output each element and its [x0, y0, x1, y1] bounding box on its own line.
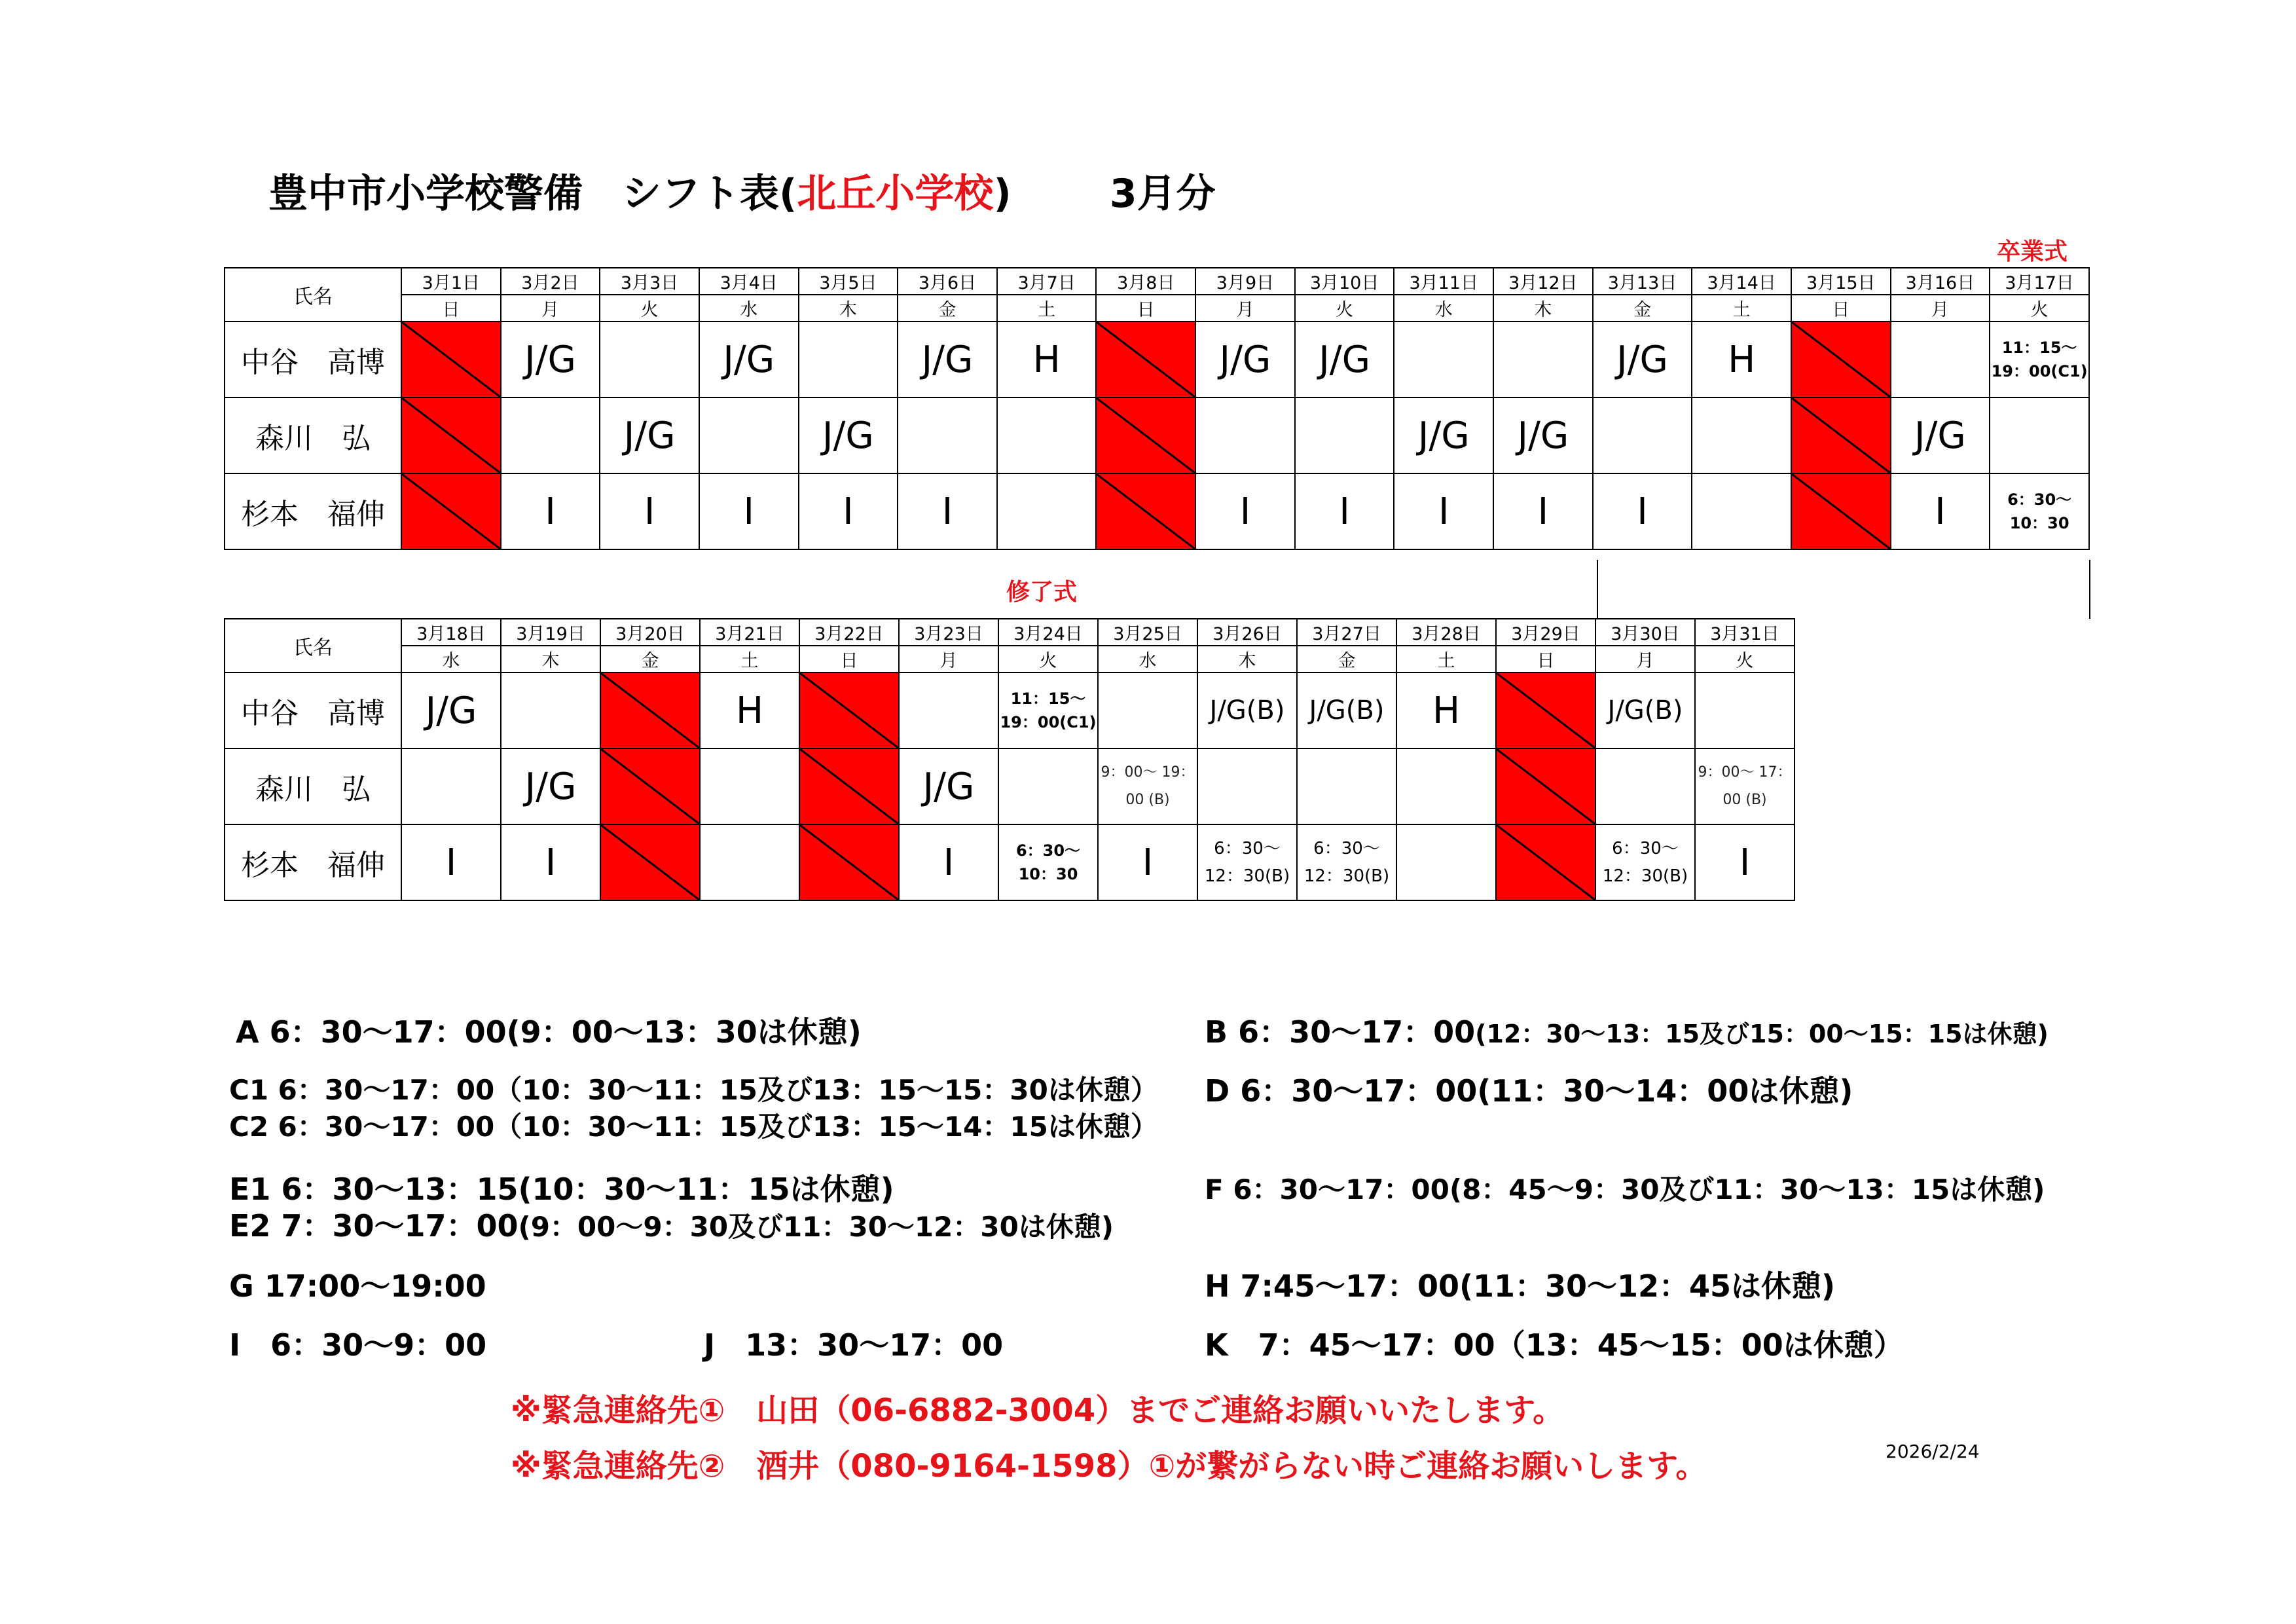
- date-cell: 3月22日: [799, 619, 899, 646]
- date-cell: 3月1日: [401, 268, 501, 295]
- shift-cell: J/G: [898, 322, 997, 397]
- shift-cell: 6：30～ 12：30(B): [1297, 824, 1396, 900]
- date-cell: 3月27日: [1297, 619, 1396, 646]
- empty-shift-cell: [1695, 673, 1795, 748]
- empty-shift-cell: [600, 322, 699, 397]
- legend-c1: C1 6：30～17：00（10：30～11：15及び13：15～15：30は休憩）: [229, 1074, 1158, 1106]
- empty-shift-cell: [1195, 397, 1295, 473]
- date-cell: 3月18日: [401, 619, 501, 646]
- shift-cell: 6：30～ 10：30: [1990, 473, 2089, 549]
- weekday-cell: 日: [1496, 646, 1595, 673]
- shift-cell: H: [1692, 322, 1791, 397]
- empty-shift-cell: [899, 673, 998, 748]
- date-cell: 3月28日: [1396, 619, 1496, 646]
- day-off-cell: [1096, 397, 1195, 473]
- staff-name: 杉本 福伸: [225, 473, 401, 549]
- school-name: 北丘小学校: [797, 171, 994, 217]
- title-main: 豊中市小学校警備 シフト表(: [268, 171, 797, 217]
- empty-shift-cell: [501, 673, 600, 748]
- weekday-cell: 火: [1695, 646, 1795, 673]
- day-off-cell: [600, 673, 700, 748]
- weekday-cell: 土: [1692, 295, 1791, 322]
- staff-row: [225, 322, 2089, 397]
- staff-row: [225, 748, 1795, 824]
- day-off-cell: [401, 322, 501, 397]
- day-off-cell: [1791, 397, 1891, 473]
- legend-a: A 6：30～17：00(9：00～13：30は休憩): [236, 1014, 862, 1050]
- shift-cell: I: [899, 824, 998, 900]
- weekday-cell: 月: [899, 646, 998, 673]
- legend-j: J 13：30～17：00: [704, 1327, 1004, 1363]
- month-label: 3月分: [1109, 171, 1216, 217]
- weekday-cell: 木: [799, 295, 898, 322]
- shift-cell: 6：30～ 12：30(B): [1595, 824, 1695, 900]
- date-cell: 3月2日: [501, 268, 600, 295]
- empty-shift-cell: [1394, 322, 1493, 397]
- legend-i: I 6：30～9：00: [229, 1327, 487, 1363]
- legend-b-note: (12：30～13：15及び15：00～15：15は休憩): [1475, 1020, 2049, 1048]
- weekday-cell: 水: [699, 295, 799, 322]
- date-cell: 3月4日: [699, 268, 799, 295]
- empty-shift-cell: [1593, 397, 1692, 473]
- date-header-row: [225, 619, 1795, 646]
- empty-shift-cell: [1493, 322, 1593, 397]
- shift-cell: J/G: [1891, 397, 1990, 473]
- date-cell: 3月25日: [1098, 619, 1197, 646]
- date-cell: 3月31日: [1695, 619, 1795, 646]
- day-off-cell: [799, 748, 899, 824]
- day-off-cell: [799, 673, 899, 748]
- empty-shift-cell: [898, 397, 997, 473]
- empty-shift-cell: [1297, 748, 1396, 824]
- weekday-cell: 水: [401, 646, 501, 673]
- staff-name: 森川 弘: [225, 748, 401, 824]
- weekday-cell: 金: [898, 295, 997, 322]
- empty-shift-cell: [1396, 748, 1496, 824]
- shift-cell: J/G(B): [1595, 673, 1695, 748]
- date-cell: 3月10日: [1295, 268, 1394, 295]
- shift-cell: I: [1295, 473, 1394, 549]
- legend-c2: C2 6：30～17：00（10：30～11：15及び13：15～14：15は休憩）: [229, 1111, 1158, 1143]
- empty-shift-cell: [997, 473, 1097, 549]
- legend-e1: E1 6：30～13：15(10：30～11：15は休憩): [229, 1172, 894, 1207]
- weekday-cell: 木: [1493, 295, 1593, 322]
- empty-shift-cell: [1692, 397, 1791, 473]
- shift-cell: I: [1695, 824, 1795, 900]
- empty-shift-cell: [1595, 748, 1695, 824]
- shift-cell: J/G: [600, 397, 699, 473]
- shift-cell: J/G: [1195, 322, 1295, 397]
- weekday-cell: 火: [998, 646, 1098, 673]
- shift-cell: I: [501, 824, 600, 900]
- name-header: 氏名: [225, 619, 401, 673]
- shift-cell: 11：15～ 19：00(C1): [1990, 322, 2089, 397]
- shift-cell: H: [997, 322, 1097, 397]
- weekday-header-row: [225, 646, 1795, 673]
- empty-shift-cell: [1295, 397, 1394, 473]
- legend-e2-main: E2 7：30～17：00: [229, 1208, 519, 1244]
- title-close: ): [993, 171, 1011, 217]
- weekday-cell: 水: [1098, 646, 1197, 673]
- shift-cell: I: [1394, 473, 1493, 549]
- date-cell: 3月11日: [1394, 268, 1493, 295]
- shift-cell: I: [401, 824, 501, 900]
- weekday-cell: 金: [1593, 295, 1692, 322]
- date-cell: 3月17日: [1990, 268, 2089, 295]
- shift-cell: H: [1396, 673, 1496, 748]
- staff-row: [225, 473, 2089, 549]
- day-off-cell: [1096, 473, 1195, 549]
- shift-cell: I: [501, 473, 600, 549]
- shift-cell: J/G: [899, 748, 998, 824]
- divider-line: [2089, 560, 2090, 619]
- legend-d: D 6：30～17：00(11：30～14：00は休憩): [1205, 1073, 1853, 1109]
- day-off-cell: [600, 824, 700, 900]
- legend-f: F 6：30～17：00(8：45～9：30及び11：30～13：15は休憩): [1205, 1173, 2045, 1206]
- staff-row: [225, 397, 2089, 473]
- divider-line: [1597, 560, 1598, 619]
- weekday-cell: 木: [501, 646, 600, 673]
- shift-cell: I: [600, 473, 699, 549]
- date-cell: 3月23日: [899, 619, 998, 646]
- date-cell: 3月7日: [997, 268, 1097, 295]
- empty-shift-cell: [998, 748, 1098, 824]
- shift-cell: J/G: [401, 673, 501, 748]
- day-off-cell: [401, 397, 501, 473]
- empty-shift-cell: [1396, 824, 1496, 900]
- weekday-cell: 土: [1396, 646, 1496, 673]
- shift-cell: 11：15～ 19：00(C1): [998, 673, 1098, 748]
- shift-cell: J/G: [501, 322, 600, 397]
- weekday-cell: 月: [1195, 295, 1295, 322]
- legend-e2-note: (9：00～9：30及び11：30～12：30は休憩): [518, 1211, 1114, 1243]
- weekday-cell: 月: [1891, 295, 1990, 322]
- weekday-cell: 日: [1096, 295, 1195, 322]
- date-cell: 3月14日: [1692, 268, 1791, 295]
- shift-cell: I: [1195, 473, 1295, 549]
- empty-shift-cell: [501, 397, 600, 473]
- legend-h: H 7:45～17：00(11：30～12：45は休憩): [1205, 1268, 1836, 1304]
- shift-cell: J/G: [1394, 397, 1493, 473]
- shift-cell: I: [1493, 473, 1593, 549]
- empty-shift-cell: [799, 322, 898, 397]
- weekday-cell: 日: [401, 295, 501, 322]
- empty-shift-cell: [1692, 473, 1791, 549]
- shift-cell: 6：30～ 12：30(B): [1197, 824, 1297, 900]
- date-cell: 3月20日: [600, 619, 700, 646]
- date-cell: 3月15日: [1791, 268, 1891, 295]
- shift-cell: I: [799, 473, 898, 549]
- shift-cell: J/G: [1493, 397, 1593, 473]
- date-cell: 3月19日: [501, 619, 600, 646]
- empty-shift-cell: [1891, 322, 1990, 397]
- day-off-cell: [1096, 322, 1195, 397]
- weekday-cell: 金: [1297, 646, 1396, 673]
- shift-cell: J/G: [799, 397, 898, 473]
- weekday-cell: 火: [1295, 295, 1394, 322]
- shift-cell: J/G: [699, 322, 799, 397]
- shift-cell: J/G: [1593, 322, 1692, 397]
- shift-cell: I: [1593, 473, 1692, 549]
- graduation-label: 卒業式: [1997, 238, 2068, 265]
- empty-shift-cell: [1990, 397, 2089, 473]
- emergency-contact-2: ※緊急連絡先② 酒井（080-9164-1598）①が繋がらない時ご連絡お願いします。: [511, 1448, 1707, 1485]
- shift-cell: I: [898, 473, 997, 549]
- day-off-cell: [600, 748, 700, 824]
- date-cell: 3月24日: [998, 619, 1098, 646]
- legend-e2: [229, 1202, 1114, 1246]
- weekday-cell: 日: [1791, 295, 1891, 322]
- date-cell: 3月3日: [600, 268, 699, 295]
- empty-shift-cell: [1098, 673, 1197, 748]
- weekday-cell: 土: [997, 295, 1097, 322]
- day-off-cell: [799, 824, 899, 900]
- emergency-contact-1: ※緊急連絡先① 山田（06-6882-3004）までご連絡お願いいたします。: [511, 1392, 1565, 1429]
- day-off-cell: [1496, 673, 1595, 748]
- day-off-cell: [401, 473, 501, 549]
- date-cell: 3月12日: [1493, 268, 1593, 295]
- day-off-cell: [1791, 473, 1891, 549]
- date-cell: 3月6日: [898, 268, 997, 295]
- day-off-cell: [1791, 322, 1891, 397]
- empty-shift-cell: [699, 397, 799, 473]
- empty-shift-cell: [401, 748, 501, 824]
- staff-name: 杉本 福伸: [225, 824, 401, 900]
- shift-cell: I: [1891, 473, 1990, 549]
- date-cell: 3月30日: [1595, 619, 1695, 646]
- date-cell: 3月5日: [799, 268, 898, 295]
- date-cell: 3月13日: [1593, 268, 1692, 295]
- legend-g: G 17:00～19:00: [229, 1268, 486, 1304]
- weekday-cell: 木: [1197, 646, 1297, 673]
- shift-cell: I: [699, 473, 799, 549]
- shift-table-2: [224, 618, 1795, 901]
- weekday-header-row: [225, 295, 2089, 322]
- shift-cell: J/G: [501, 748, 600, 824]
- date-stamp: 2026/2/24: [1886, 1441, 1980, 1462]
- weekday-cell: 火: [600, 295, 699, 322]
- shift-cell: 9：00～ 19：00 (B): [1098, 748, 1197, 824]
- day-off-cell: [1496, 748, 1595, 824]
- shift-cell: H: [700, 673, 799, 748]
- staff-row: [225, 673, 1795, 748]
- page-title: [268, 162, 1216, 219]
- weekday-cell: 金: [600, 646, 700, 673]
- legend-b: [1205, 1008, 2049, 1052]
- empty-shift-cell: [1197, 748, 1297, 824]
- weekday-cell: 水: [1394, 295, 1493, 322]
- legend-b-main: B 6：30～17：00: [1205, 1014, 1476, 1050]
- shift-cell: 9：00～ 17：00 (B): [1695, 748, 1795, 824]
- weekday-cell: 月: [501, 295, 600, 322]
- shift-cell: J/G(B): [1297, 673, 1396, 748]
- staff-name: 中谷 高博: [225, 322, 401, 397]
- shift-cell: J/G: [1295, 322, 1394, 397]
- weekday-cell: 火: [1990, 295, 2089, 322]
- date-cell: 3月8日: [1096, 268, 1195, 295]
- shift-cell: 6：30～ 10：30: [998, 824, 1098, 900]
- name-header: 氏名: [225, 268, 401, 322]
- shift-cell: J/G(B): [1197, 673, 1297, 748]
- date-cell: 3月29日: [1496, 619, 1595, 646]
- staff-row: [225, 824, 1795, 900]
- date-cell: 3月9日: [1195, 268, 1295, 295]
- date-header-row: [225, 268, 2089, 295]
- empty-shift-cell: [700, 748, 799, 824]
- staff-name: 森川 弘: [225, 397, 401, 473]
- date-cell: 3月26日: [1197, 619, 1297, 646]
- weekday-cell: 月: [1595, 646, 1695, 673]
- weekday-cell: 日: [799, 646, 899, 673]
- weekday-cell: 土: [700, 646, 799, 673]
- legend-k: K 7：45～17：00（13：45～15：00は休憩）: [1205, 1327, 1904, 1363]
- date-cell: 3月16日: [1891, 268, 1990, 295]
- empty-shift-cell: [997, 397, 1097, 473]
- shift-cell: I: [1098, 824, 1197, 900]
- day-off-cell: [1496, 824, 1595, 900]
- completion-label: 修了式: [1006, 579, 1078, 606]
- staff-name: 中谷 高博: [225, 673, 401, 748]
- shift-table-1: [224, 267, 2090, 550]
- date-cell: 3月21日: [700, 619, 799, 646]
- empty-shift-cell: [700, 824, 799, 900]
